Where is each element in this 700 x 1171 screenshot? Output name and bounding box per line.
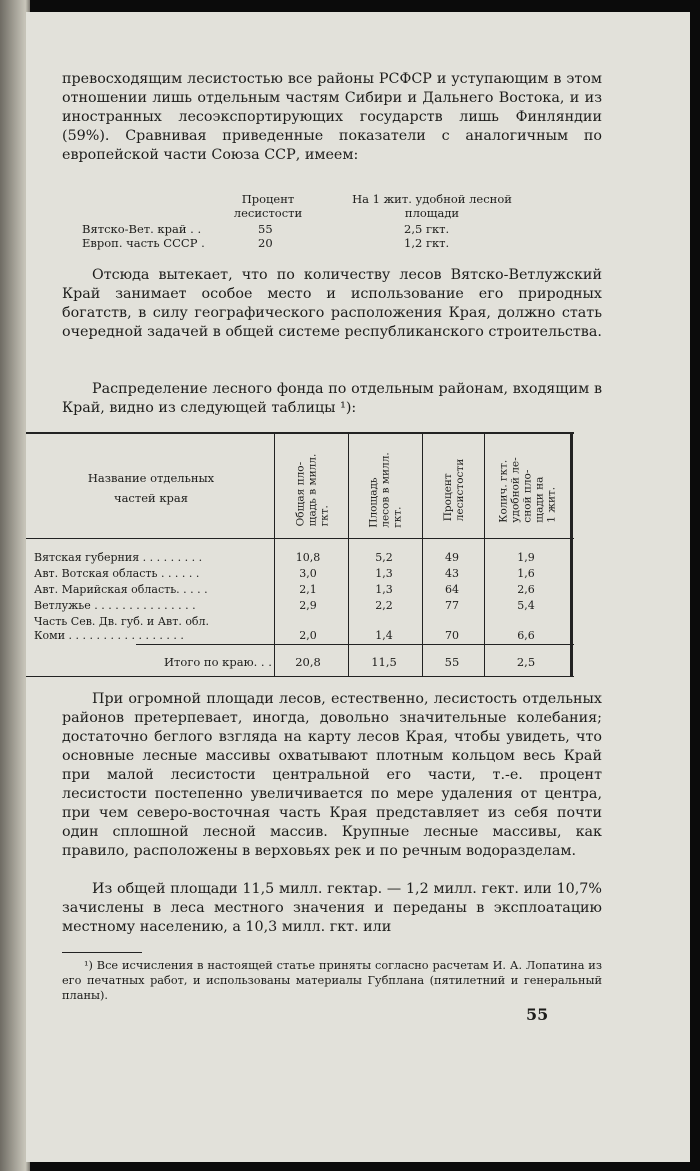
footnote-divider [62, 952, 142, 953]
paragraph-local-forests: Из общей площади 11,5 милл. гектар. — 1,2 милл. гект. или 10,7% зачислены в леса местного значения и переданы в эксплоатацию местному населению, а 10,3 милл. гкт. или [62, 881, 602, 935]
paragraph-intro: превосходящим лесистостью все районы РСФСР и уступающим в этом отношении лишь отдельным частям Сибири и Дальнего Востока, и из иностранных лесоэкспортирующих государств лишь Финляндии (59%). Сравнивая приведенные показатели с аналогичным по европейской части Союза ССР, имеем: [62, 71, 602, 163]
paragraph-conclusion: Отсюда вытекает, что по количеству лесов Вятско-Ветлужский Край занимает особое место и использование его природных богатств, в силу географического расположения Края, должно стать очередной задачей в общей системе республиканского строительства. [62, 267, 602, 340]
table-header-percent: Процент лесистости [442, 458, 466, 522]
table-header-area: Общая пло- щадь в милл. гкт. [294, 453, 331, 527]
comparison-row-name: Европ. часть СССР . [82, 236, 205, 250]
comparison-header-per-capita: На 1 жит. удобной лесной площади [352, 192, 512, 220]
comparison-row-per-capita: 1,2 гкт. [404, 236, 450, 250]
table-row: Коми . . . . . . . . . . . . . . . . . 2,0 1,4 70 6,6 [34, 629, 535, 642]
table-row: Вятская губерния . . . . . . . . . 10,8 5,2 49 1,9 [34, 551, 535, 564]
comparison-row-percent: 55 [258, 222, 273, 236]
footnote: ¹) Все исчисления в настоящей статье приняты согласно расчетам И. А. Лопатина из его печатных работ, и использованы материалы Губплана (пятилетний и генеральный планы). [62, 959, 602, 1002]
comparison-header-percent: Процент лесистости [233, 192, 303, 220]
paragraph-table-intro: Распределение лесного фонда по отдельным районам, входящим в Край, видно из следующей таблицы ¹): [62, 381, 602, 416]
table-row: Авт. Марийская область. . . . . 2,1 1,3 64 2,6 [34, 583, 535, 596]
table-total-row: Итого по краю. . . 20,8 11,5 55 2,5 [164, 655, 536, 669]
comparison-row-percent: 20 [258, 236, 273, 250]
page-number: 55 [526, 1005, 549, 1024]
table-row: Часть Сев. Дв. губ. и Авт. обл. [34, 615, 210, 628]
book-page [26, 12, 690, 1162]
table-header-per-capita: Колич. гкт. удобной ле- сной пло- щади на 1 жит. [498, 457, 558, 523]
table-row: Авт. Вотская область . . . . . . 3,0 1,3 43 1,6 [34, 567, 535, 580]
table-header-forest-area: Площадь лесов в милл. гкт. [368, 452, 404, 528]
comparison-row-name: Вятско-Вет. край . . [82, 222, 202, 236]
comparison-row-per-capita: 2,5 гкт. [404, 222, 450, 236]
table-header-name: Название отдельных частей края [87, 471, 215, 505]
paragraph-distribution: При огромной площади лесов, естественно, лесистость отдельных районов претерпевает, иногда, довольно значительные колебания; достаточно беглого взгляда на карту лесов Края, чтобы увидеть, что основные лесные массивы охватывают плотным кольцом весь Край при малой лесистости центральной его части, т.-е. процент лесистости постепенно увеличивается по мере удаления от центра, при чем северо-восточная часть Края представляет из себя почти один сплошной лесной массив. Крупные лесные массивы, как правило, расположены в верховьях рек и по речным водоразделам. [62, 691, 602, 859]
table-row: Ветлужье . . . . . . . . . . . . . . . 2,9 2,2 77 5,4 [34, 599, 535, 612]
forest-fund-table [26, 432, 574, 680]
